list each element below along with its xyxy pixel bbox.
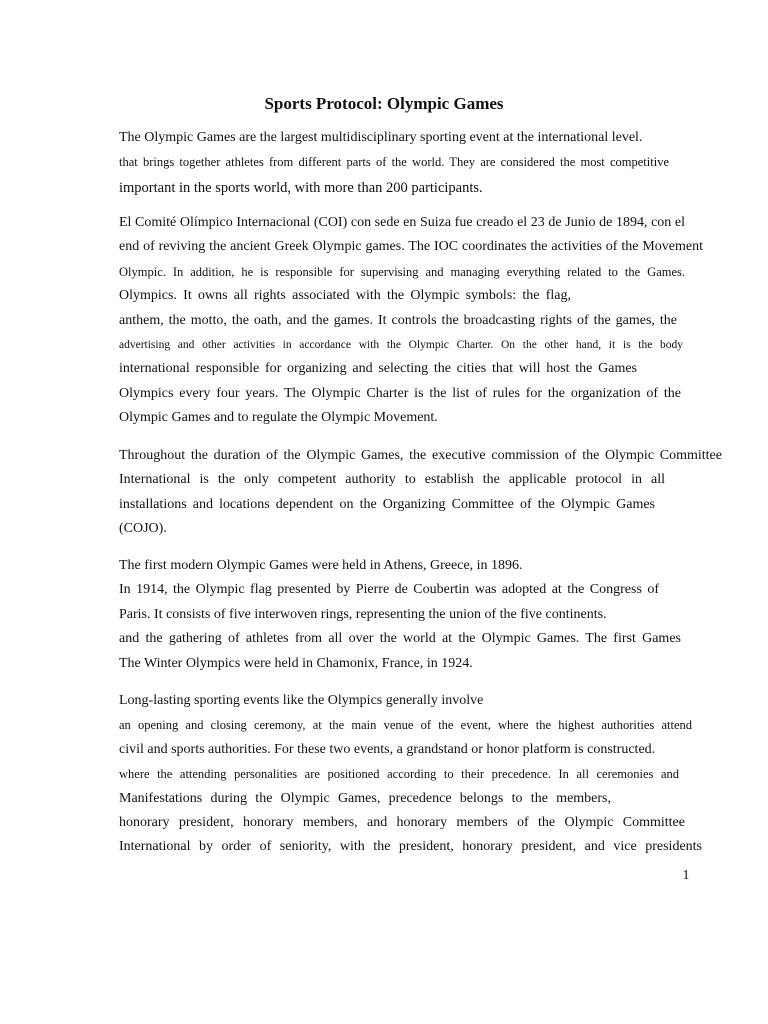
paragraph-line: Olympics. It owns all rights associated with the Olympic symbols: the flag, xyxy=(119,288,571,304)
paragraph-line: Long-lasting sporting events like the Olympics generally involve xyxy=(119,693,484,708)
paragraph-line: The Winter Olympics were held in Chamonix, France, in 1924. xyxy=(119,655,473,671)
paragraph-line: Throughout the duration of the Olympic Games, the executive commission of the Olympic Committee xyxy=(119,448,722,463)
paragraph-2 xyxy=(119,211,703,431)
paragraph-line: In 1914, the Olympic flag presented by Pierre de Coubertin was adopted at the Congress of xyxy=(119,582,659,598)
paragraph-line: Olympic. In addition, he is responsible for supervising and managing everything related to the Games. xyxy=(119,264,685,279)
paragraph-line: The Olympic Games are the largest multidisciplinary sporting event at the international level. xyxy=(119,130,643,145)
paragraph-line: Manifestations during the Olympic Games, precedence belongs to the members, xyxy=(119,790,611,806)
paragraph-line: installations and locations dependent on the Organizing Committee of the Olympic Games xyxy=(119,496,655,512)
paragraph-line: Paris. It consists of five interwoven rings, representing the union of the five continents. xyxy=(119,606,607,622)
paragraph-line: International is the only competent authority to establish the applicable protocol in all xyxy=(119,472,665,488)
paragraph-line: honorary president, honorary members, and honorary members of the Olympic Committee xyxy=(119,814,685,830)
paragraph-line: advertising and other activities in accordance with the Olympic Charter. On the other hand, it is the body xyxy=(119,338,683,351)
page-number: 1 xyxy=(682,868,690,883)
paragraph-line: an opening and closing ceremony, at the main venue of the event, where the highest authorities attend xyxy=(119,718,692,733)
page-title: Sports Protocol: Olympic Games xyxy=(264,94,504,113)
paragraph-line: anthem, the motto, the oath, and the games. It controls the broadcasting rights of the games, the xyxy=(119,312,677,328)
paragraph-line: The first modern Olympic Games were held in Athens, Greece, in 1896. xyxy=(119,558,523,573)
paragraph-line: end of reviving the ancient Greek Olympic games. The IOC coordinates the activities of the Movement xyxy=(119,239,703,255)
paragraph-5 xyxy=(119,689,702,860)
paragraph-line: important in the sports world, with more than 200 participants. xyxy=(119,179,483,196)
paragraph-1 xyxy=(119,126,669,200)
paragraph-line: Olympics every four years. The Olympic Charter is the list of rules for the organization of the xyxy=(119,385,681,401)
paragraph-line: civil and sports authorities. For these two events, a grandstand or honor platform is constructed. xyxy=(119,741,656,757)
paragraph-line: that brings together athletes from different parts of the world. They are considered the most competitive xyxy=(119,155,669,170)
paragraph-line: (COJO). xyxy=(119,521,167,537)
paragraph-line: International by order of seniority, with the president, honorary president, and vice presidents xyxy=(119,839,702,855)
paragraph-line: international responsible for organizing and selecting the cities that will host the Games xyxy=(119,361,637,377)
paragraph-4 xyxy=(119,554,681,676)
paragraph-line: and the gathering of athletes from all over the world at the Olympic Games. The first Games xyxy=(119,631,681,647)
paragraph-line: El Comité Olímpico Internacional (COI) con sede en Suiza fue creado el 23 de Junio de 1894, con el xyxy=(119,215,685,230)
paragraph-3 xyxy=(119,444,722,542)
paragraph-line: where the attending personalities are positioned according to their precedence. In all ceremonies and xyxy=(119,767,679,782)
paragraph-line: Olympic Games and to regulate the Olympic Movement. xyxy=(119,410,438,426)
